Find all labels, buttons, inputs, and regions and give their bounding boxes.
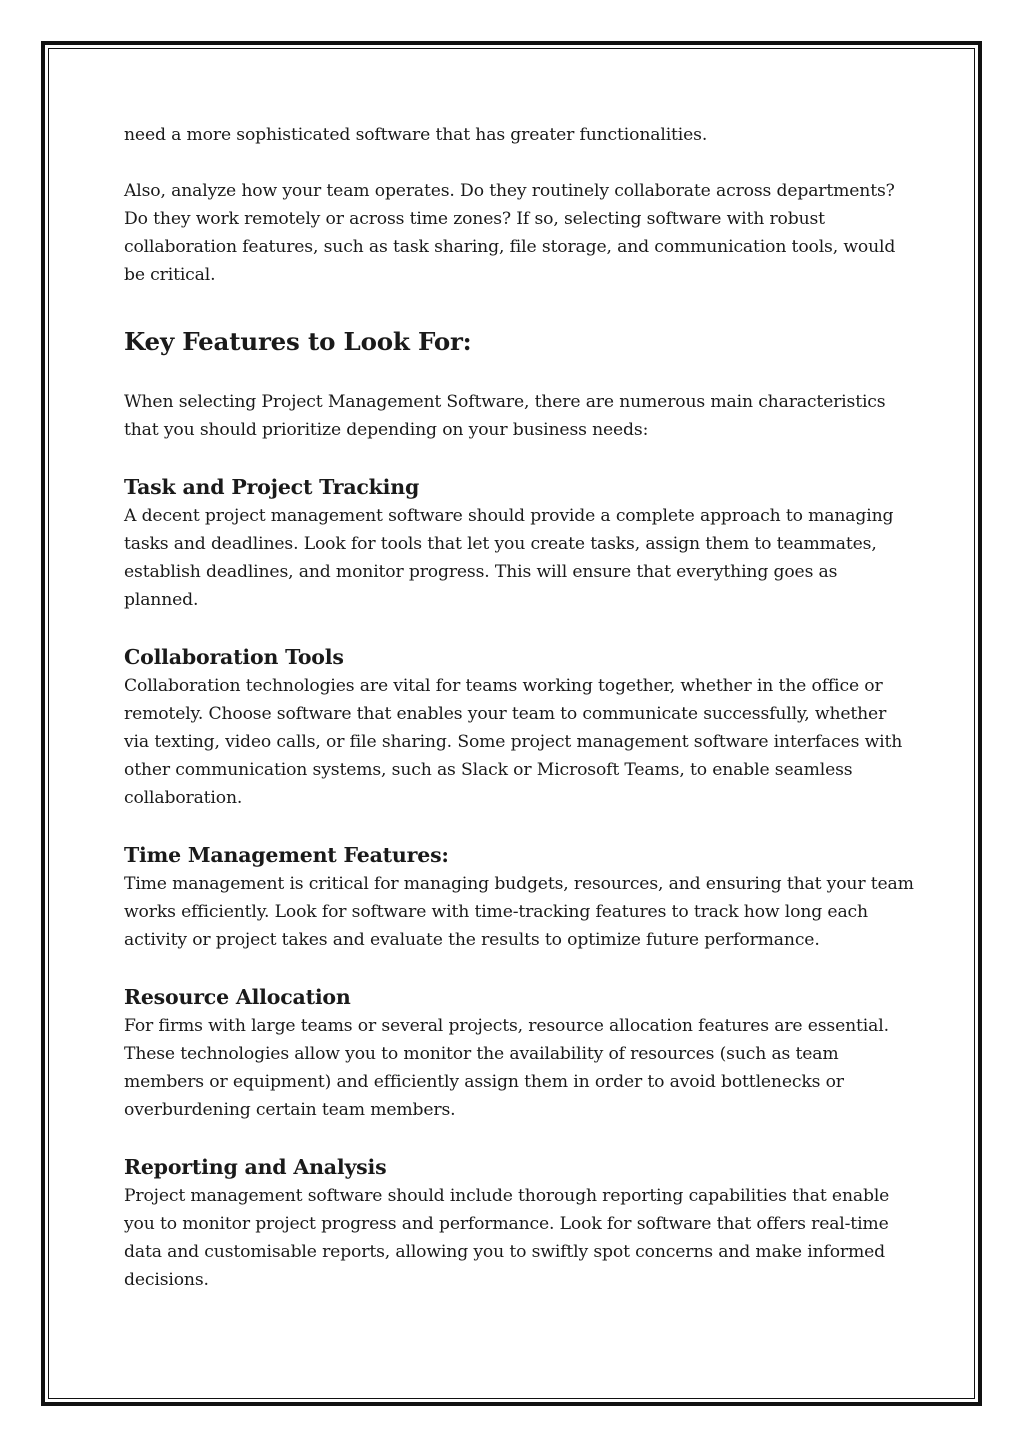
paragraph-collaboration-tools: Collaboration technologies are vital for teams working together, whether in the office or remotely. Choose software that enables your team to communicate successfully, whether via texting, video calls, or file sharing. Some project management software interfaces with other communication systems, such as Slack or Microsoft Teams, to enable seamless collaboration.	[124, 676, 903, 808]
paragraph-reporting-analysis: Project management software should include thorough reporting capabilities that enable you to monitor project progress and performance. Look for software that offers real-time data and customisable reports, allowing you to swiftly spot concerns and make informed decisions.	[124, 1186, 890, 1290]
subheading-task-tracking: Task and Project Tracking	[124, 475, 420, 499]
subheading-time-management: Time Management Features:	[124, 843, 449, 867]
subheading-collaboration-tools: Collaboration Tools	[124, 645, 344, 669]
subheading-reporting-analysis: Reporting and Analysis	[124, 1155, 387, 1179]
continuation-paragraph: need a more sophisticated software that has greater functionalities.	[124, 125, 708, 145]
intro-paragraph: When selecting Project Management Software, there are numerous main characteristics that you should prioritize depending on your business needs:	[124, 392, 886, 440]
subheading-resource-allocation: Resource Allocation	[124, 985, 351, 1009]
paragraph-resource-allocation: For firms with large teams or several projects, resource allocation features are essential. These technologies allow you to monitor the availability of resources (such as team members or equipment) and efficiently assign them in order to avoid bottlenecks or overburdening certain team members.	[124, 1016, 889, 1120]
paragraph-task-tracking: A decent project management software should provide a complete approach to managing tasks and deadlines. Look for tools that let you create tasks, assign them to teammates, establish deadlines, and monitor progress. This will ensure that everything goes as planned.	[124, 506, 894, 610]
paragraph-time-management: Time management is critical for managing budgets, resources, and ensuring that your team works efficiently. Look for software with time-tracking features to track how long each activity or project takes and evaluate the results to optimize future performance.	[124, 874, 914, 950]
document-body	[124, 121, 914, 1294]
section-heading: Key Features to Look For:	[124, 327, 472, 356]
team-paragraph: Also, analyze how your team operates. Do they routinely collaborate across departments? Do they work remotely or across time zones? If so, selecting software with robust collaboration features, such as task sharing, file storage, and communication tools, would be critical.	[124, 181, 896, 285]
